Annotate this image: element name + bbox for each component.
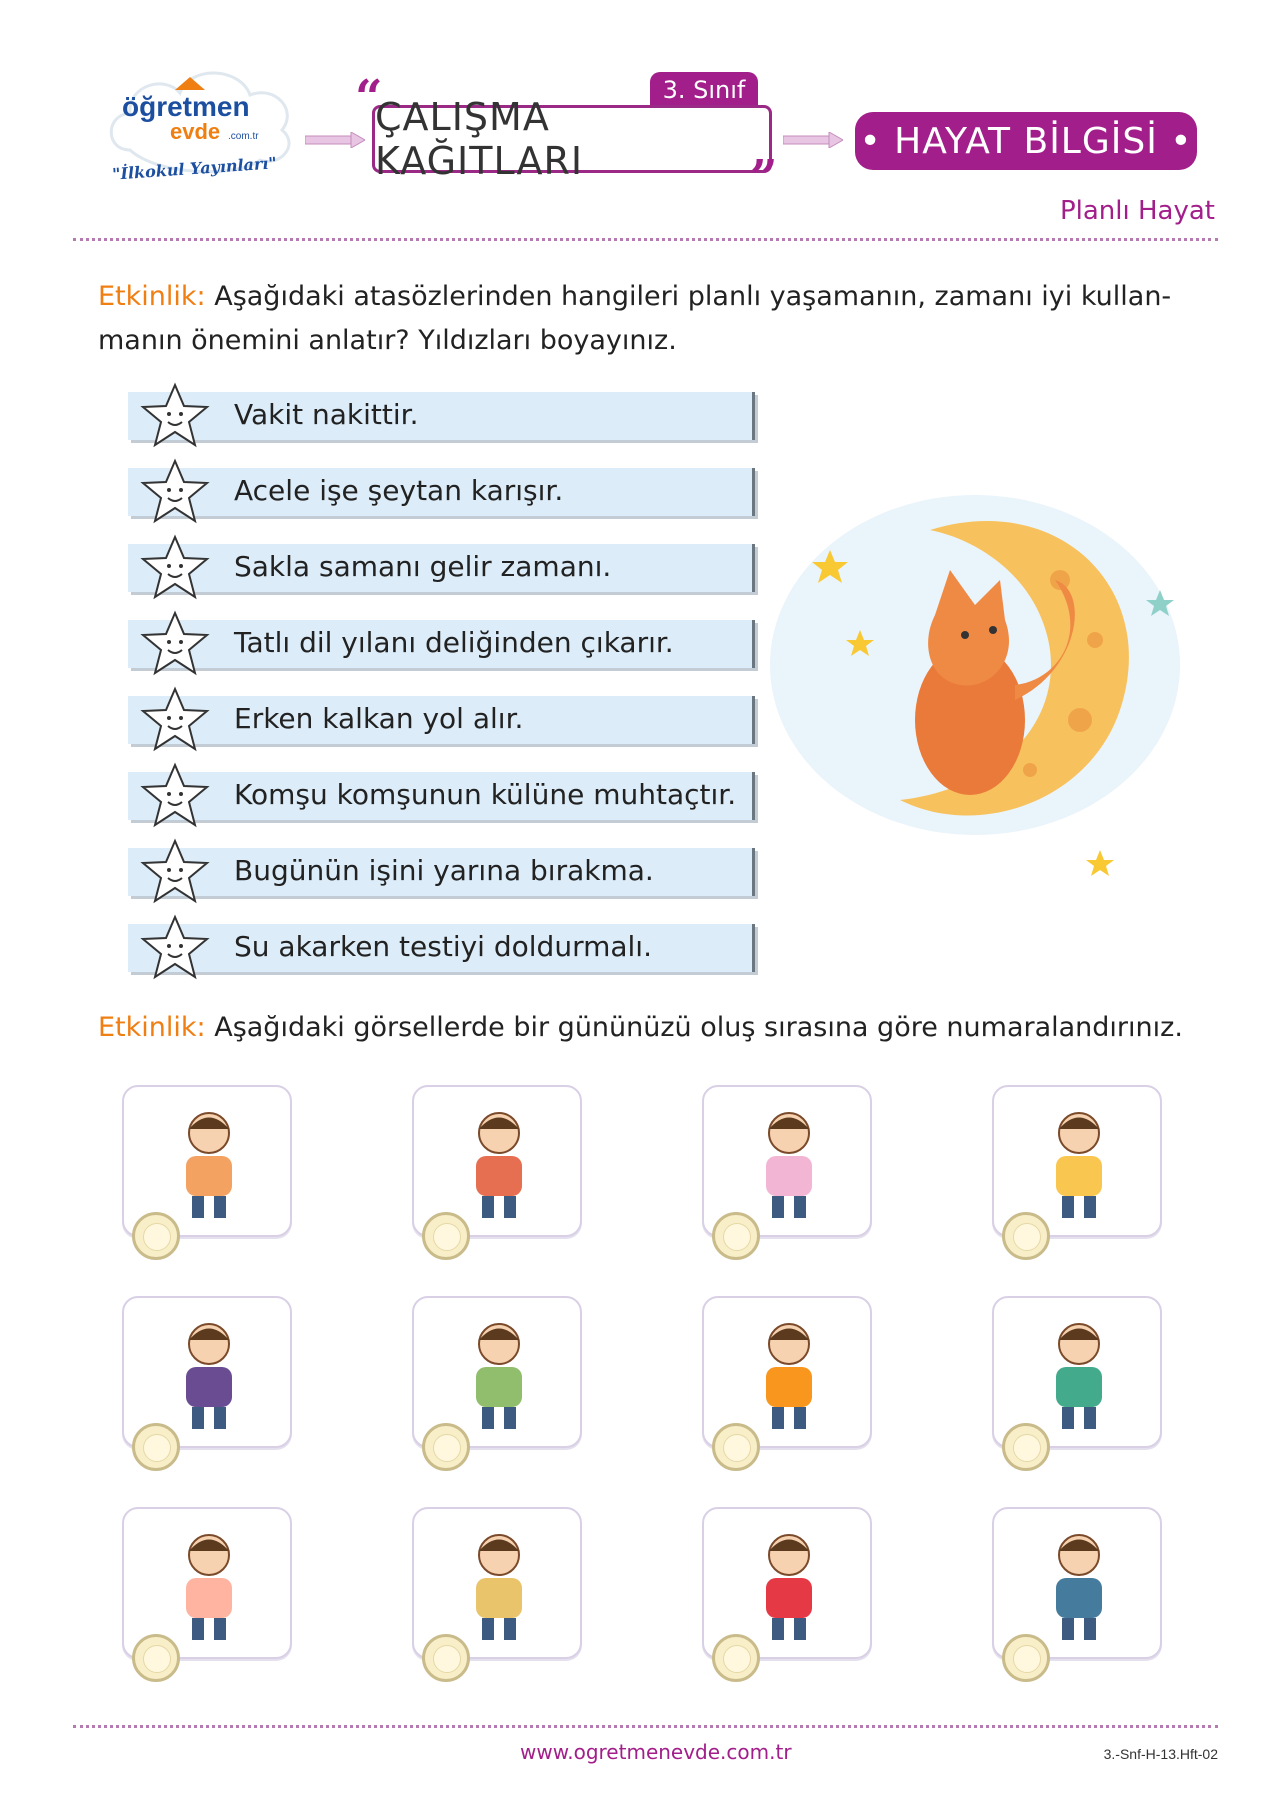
open-quote-mark: “ <box>355 70 383 126</box>
proverb-text: Erken kalkan yol alır. <box>234 702 524 735</box>
number-circle[interactable] <box>1002 1634 1050 1682</box>
star-icon[interactable] <box>140 382 210 450</box>
logo-slogan: "İlkokul Yayınları" <box>111 153 278 184</box>
picture-card <box>992 1507 1162 1659</box>
close-quote-mark: ” <box>750 150 778 206</box>
kids-playing-blocks-icon <box>734 1523 844 1643</box>
logo-name-part2: evde <box>170 119 221 144</box>
boy-with-headphones-icon <box>1024 1523 1134 1643</box>
proverb-row <box>128 696 755 744</box>
school-building-icon <box>1024 1312 1134 1432</box>
picture-card <box>122 1296 292 1448</box>
star-icon[interactable] <box>140 610 210 678</box>
number-circle[interactable] <box>1002 1212 1050 1260</box>
proverb-row <box>128 772 755 820</box>
proverb-row <box>128 392 755 440</box>
proverb-text: Acele işe şeytan karışır. <box>234 474 564 507</box>
divider <box>73 238 1218 241</box>
arrow-right-icon <box>305 132 365 148</box>
boy-eating-breakfast-icon <box>444 1523 554 1643</box>
activity-text: Aşağıdaki görsellerde bir gününüzü oluş sırasına göre numaralandırınız. <box>205 1012 1183 1043</box>
number-circle[interactable] <box>712 1212 760 1260</box>
arrow-right-icon <box>783 132 843 148</box>
activity1-instruction <box>98 275 1198 363</box>
number-circle[interactable] <box>712 1634 760 1682</box>
divider <box>73 1725 1218 1728</box>
page-code: 3.-Snf-H-13.Hft-02 <box>1103 1746 1218 1762</box>
number-circle[interactable] <box>422 1423 470 1471</box>
activity-lead: Etkinlik: <box>98 1012 206 1043</box>
logo-name-part1: öğretmen <box>122 91 250 122</box>
picture-card <box>992 1296 1162 1448</box>
star-icon[interactable] <box>140 838 210 906</box>
footer-url: www.ogretmenevde.com.tr <box>520 1740 792 1764</box>
girl-waking-up-icon <box>734 1101 844 1221</box>
grade-tag: 3. Sınıf <box>650 72 758 108</box>
star-icon[interactable] <box>140 914 210 982</box>
publisher-logo <box>100 55 300 195</box>
number-circle[interactable] <box>712 1423 760 1471</box>
fox-on-moon-illustration <box>760 470 1200 890</box>
proverb-text: Su akarken testiyi doldurmalı. <box>234 930 652 963</box>
proverb-row <box>128 848 755 896</box>
number-circle[interactable] <box>132 1212 180 1260</box>
activity-text: Aşağıdaki atasözlerinden hangileri planlı yaşamanın, zamanı iyi kullan- manın önemini anlatır? Yıldızları boyayınız. <box>98 281 1172 356</box>
proverb-row <box>128 468 755 516</box>
picture-card <box>702 1507 872 1659</box>
girl-brushing-teeth-icon <box>154 1523 264 1643</box>
subject-badge: • HAYAT BİLGİSİ • <box>855 112 1197 170</box>
picture-card <box>412 1296 582 1448</box>
activity-lead: Etkinlik: <box>98 281 206 312</box>
logo-domain: .com.tr <box>228 131 259 142</box>
picture-card <box>122 1085 292 1237</box>
star-icon[interactable] <box>140 686 210 754</box>
picture-card <box>412 1085 582 1237</box>
family-dinner-icon <box>444 1312 554 1432</box>
sleeping-girl-icon <box>444 1101 554 1221</box>
proverb-text: Bugünün işini yarına bırakma. <box>234 854 654 887</box>
picture-card <box>122 1507 292 1659</box>
boy-doing-homework-icon <box>154 1101 264 1221</box>
worksheet-title: ÇALIŞMA KAĞITLARI <box>372 105 772 173</box>
boy-reading-book-icon <box>154 1312 264 1432</box>
number-circle[interactable] <box>132 1423 180 1471</box>
star-icon[interactable] <box>140 458 210 526</box>
proverb-text: Tatlı dil yılanı deliğinden çıkarır. <box>234 626 674 659</box>
number-circle[interactable] <box>422 1634 470 1682</box>
boy-playing-football-icon <box>1024 1101 1134 1221</box>
picture-card <box>412 1507 582 1659</box>
activity2-instruction <box>98 1006 1198 1050</box>
proverb-row <box>128 620 755 668</box>
number-circle[interactable] <box>132 1634 180 1682</box>
star-icon[interactable] <box>140 534 210 602</box>
school-bus-icon <box>734 1312 844 1432</box>
proverb-row <box>128 544 755 592</box>
number-circle[interactable] <box>1002 1423 1050 1471</box>
proverb-text: Komşu komşunun külüne muhtaçtır. <box>234 778 737 811</box>
number-circle[interactable] <box>422 1212 470 1260</box>
picture-card <box>702 1296 872 1448</box>
star-icon[interactable] <box>140 762 210 830</box>
proverb-row <box>128 924 755 972</box>
topic-title: Planlı Hayat <box>1059 196 1215 226</box>
proverb-text: Sakla samanı gelir zamanı. <box>234 550 612 583</box>
proverb-text: Vakit nakittir. <box>234 398 419 431</box>
picture-card <box>992 1085 1162 1237</box>
picture-card <box>702 1085 872 1237</box>
